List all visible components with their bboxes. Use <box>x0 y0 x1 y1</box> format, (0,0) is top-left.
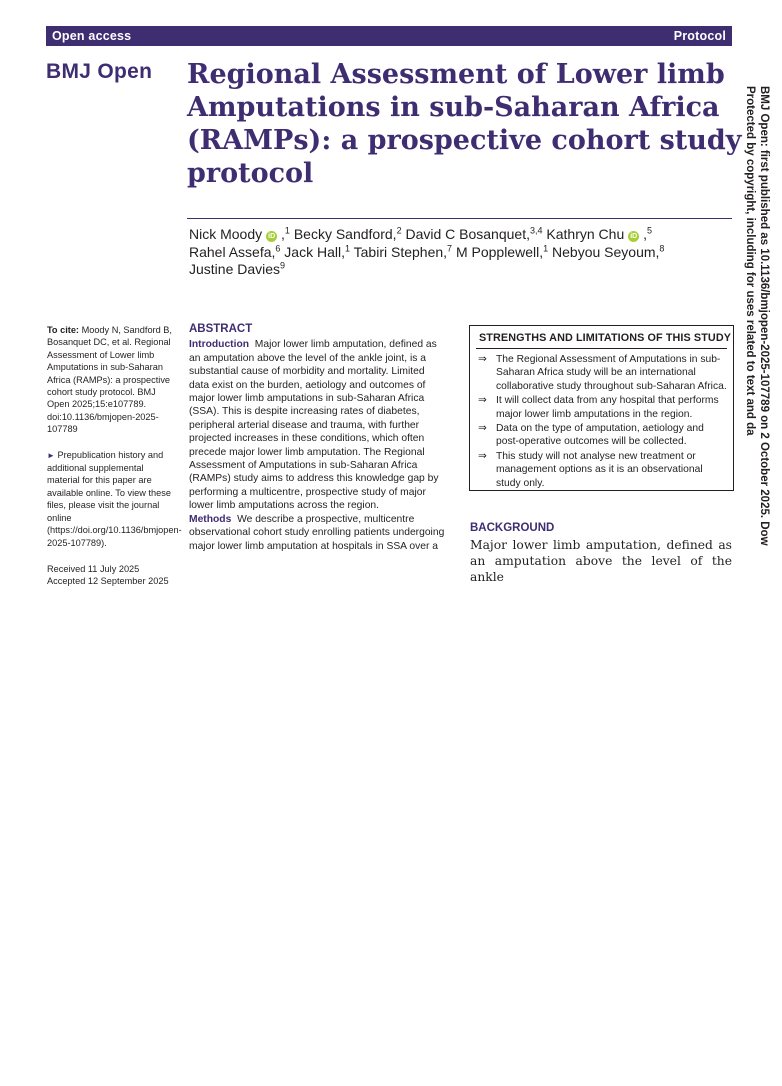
affiliation-number: 9 <box>280 260 286 271</box>
supplemental-note <box>47 449 182 549</box>
doi-notice: BMJ Open: first published as 10.1136/bmjopen-2025-107789 on 2 October 2025. Dow <box>758 86 770 546</box>
header-bar <box>46 26 732 46</box>
title-divider <box>187 218 732 219</box>
received-date: Received 11 July 2025 <box>47 563 140 574</box>
affiliation-number: 1 <box>284 225 290 236</box>
article-title: Regional Assessment of Lower limb Amputations in sub-Saharan Africa (RAMPs): a prospective cohort study protocol <box>187 59 742 189</box>
methods-label: Methods <box>189 513 232 525</box>
article-type-label: Protocol <box>673 29 726 43</box>
introduction-text: Major lower limb amputation, defined as an amputation above the level of the ankle joint, is a substantial cause of morbidity and mortality. Limited data exist on the burden, aetiology and outcomes of major lower limb amputations in sub-Saharan Africa (SSA). This is despite increasing rates of diabetes, peripheral arterial disease and trauma, with further projected increases in these conditions, which often precede major lower limb amputation. The Regional Assessment of Amputations in sub-Saharan Africa (RAMPs) study aims to address this knowledge gap by performing a multicentre, prospective study of major lower limb amputations across the region. <box>189 339 439 512</box>
double-arrow-icon: ⇒ <box>478 354 487 365</box>
citation-label: To cite: <box>47 325 79 335</box>
author-name: M Popplewell, <box>455 243 544 260</box>
author-name: Justine Davies <box>189 261 281 277</box>
strengths-heading: STRENGTHS AND LIMITATIONS OF THIS STUDY <box>479 332 732 344</box>
list-item: ⇒ Data on the type of amputation, aetiology and post-operative outcomes will be collected. <box>478 423 704 448</box>
author-name: David C Bosanquet, <box>405 226 530 242</box>
affiliation-number: 1 <box>543 242 549 253</box>
author-name: Becky Sandford, <box>293 226 397 242</box>
author-name: Jack Hall, <box>284 243 345 260</box>
affiliation-number: 3,4 <box>530 225 543 236</box>
list-item: ⇒ The Regional Assessment of Amputations in sub-Saharan Africa study will be an international collaborative study throughout sub-Saharan Africa. <box>478 354 727 392</box>
author-name: Rahel Assefa, <box>189 243 276 260</box>
orcid-icon[interactable]: iD <box>268 233 276 240</box>
journal-logo: BMJ Open <box>46 60 153 83</box>
introduction-label: Introduction <box>189 339 250 351</box>
sidebar-copyright-notice <box>743 86 770 1086</box>
background-heading: BACKGROUND <box>470 522 555 534</box>
background-text: Major lower limb amputation, defined as an amputation above the level of the ankle <box>470 538 732 584</box>
methods-text: We describe a prospective, multicentre observational cohort study enrolling patients undergoing major lower limb amputation at hospitals in SSA over a <box>189 513 445 552</box>
double-arrow-icon: ⇒ <box>478 450 487 462</box>
left-sidebar <box>47 324 182 588</box>
list-item: ⇒ This study will not analyse new treatment or management options as it is an observational study only. <box>478 450 703 489</box>
copyright-notice: Protected by copyright, including for uses related to text and da <box>744 86 757 436</box>
accepted-date: Accepted 12 September 2025 <box>47 576 169 587</box>
open-access-label: Open access <box>52 29 132 43</box>
strengths-limitations-box <box>469 325 734 491</box>
box-divider <box>476 348 727 349</box>
author-name: Nebyou Seyoum, <box>552 243 660 260</box>
list-item: ⇒ It will collect data from any hospital that performs major lower limb amputations in the region. <box>478 395 719 420</box>
affiliation-number: 1 <box>344 242 350 253</box>
author-name: Nick Moody <box>189 226 263 242</box>
author-name: Kathryn Chu <box>546 226 625 242</box>
strengths-list <box>478 353 728 491</box>
affiliation-number: 7 <box>447 242 453 253</box>
affiliation-number: 5 <box>647 225 653 236</box>
abstract-heading: ABSTRACT <box>189 323 253 335</box>
author-list: Nick Moody iD ,$^1$ Becky Sandford,$^2$ David C Bosanquet,$^{3,4}$ Kathryn Chu iD ,$^5$ Rahel Assefa,$^6$ Jack Hall,$^1$ Tabiri Stephen,$^7$ M Popplewell,$^1$ Nebyou Seyoum,$^8$ Justine Davies$^9$ <box>189 225 665 277</box>
affiliation-number: 8 <box>659 242 665 253</box>
orcid-icon[interactable]: iD <box>630 233 638 240</box>
double-arrow-icon: ⇒ <box>478 423 487 435</box>
citation <box>47 324 175 436</box>
author-name: Tabiri Stephen, <box>353 243 448 260</box>
affiliation-number: 6 <box>275 242 281 253</box>
citation-text: Moody N, Sandford B, Bosanquet DC, et al. Regional Assessment of Lower limb Amputations in sub-Saharan Africa (RAMPs): a prospective cohort study protocol. BMJ Open 2025;15:e107789. doi:10.1136/bmjopen-2025-107789 <box>47 325 172 435</box>
triangle-right-icon: ► <box>47 450 55 460</box>
affiliation-number: 2 <box>396 225 402 236</box>
abstract-section <box>189 323 445 553</box>
double-arrow-icon: ⇒ <box>478 395 487 407</box>
supplemental-text: Prepublication history and additional supplemental material for this paper are available online. To view these files, please visit the journal online (https://doi.org/10.1136/bmjopen-2025-107789). <box>47 449 182 548</box>
